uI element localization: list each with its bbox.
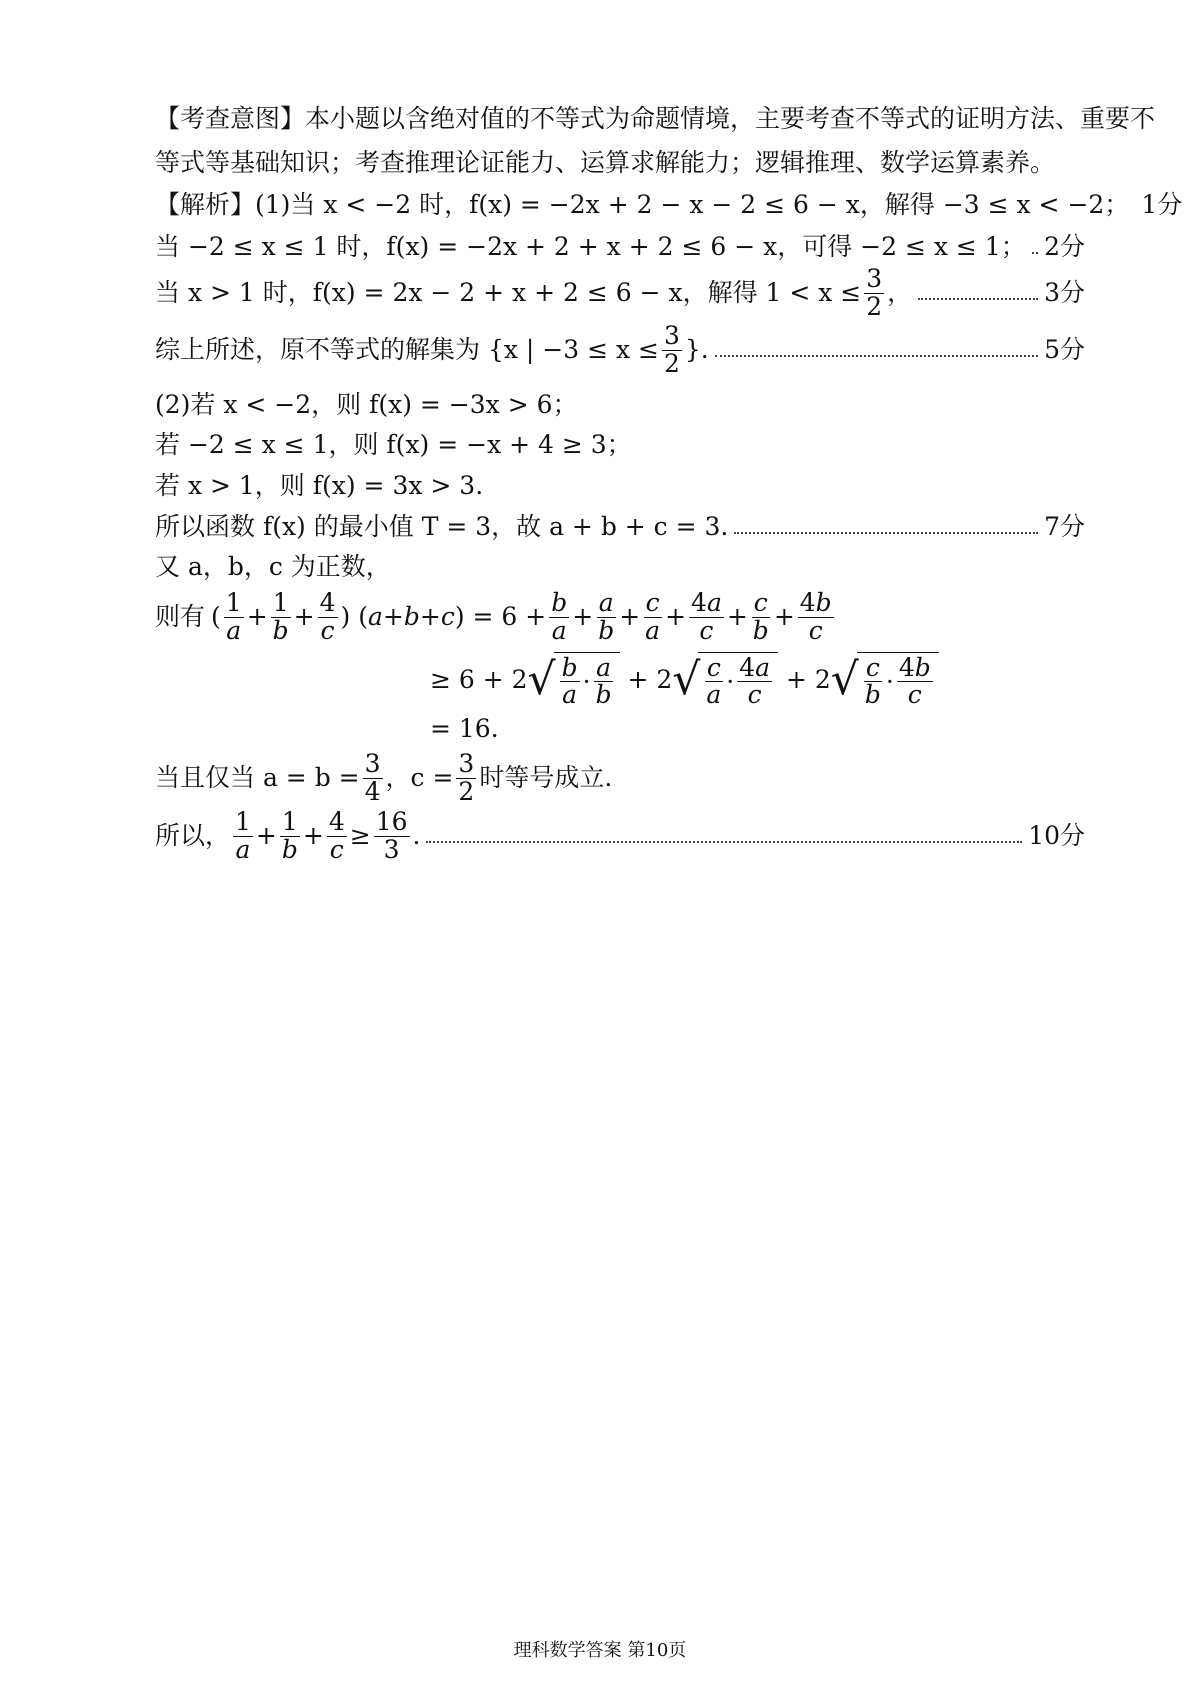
part2-line-1: (2)若 x < −2，则 f(x) = −3x > 6； xyxy=(155,390,578,419)
sqrt-term: √ $\frac{c}{b}$ · $\frac{4b}{c}$ xyxy=(831,652,939,709)
fraction xyxy=(456,751,476,805)
min-value-line xyxy=(155,510,1085,544)
min-value-text: 所以函数 f(x) 的最小值 T = 3，故 a + b + c = 3. xyxy=(155,512,729,541)
equality-text-mid: ，c = xyxy=(385,763,454,792)
equality-text-pre: 当且仅当 a = b = xyxy=(155,763,360,792)
sqrt-term: √ $\frac{c}{a}$ · $\frac{4a}{c}$ xyxy=(672,652,778,709)
fraction xyxy=(864,266,884,320)
dot-leader xyxy=(715,355,1038,357)
solution-line-3 xyxy=(155,266,1085,320)
score-3: 3分 xyxy=(1044,278,1085,307)
fraction xyxy=(363,751,383,805)
equality-condition-line xyxy=(155,750,1085,806)
fraction xyxy=(662,323,682,377)
score-10: 10分 xyxy=(1028,821,1085,850)
solution-set-text: 综上所述，原不等式的解集为 {x | −3 ≤ x ≤ xyxy=(155,335,659,364)
punct: ， xyxy=(887,278,913,307)
expand-line: 则有 ( $\frac{1}{a}$ + $\frac{1}{b}$ + $\frac{4}{c}$ ) (a+b+c) = 6 + $\frac{b}{a}$ + $\frac{a}{b}$ + $\frac{c}{a}$ + $\frac{4a}{c}$ + $\frac{c}{b}$ + $\frac{4b}{c}$ xyxy=(155,588,832,645)
numerator: 3 xyxy=(364,749,381,779)
solution-line-2-text: 当 −2 ≤ x ≤ 1 时，f(x) = −2x + 2 + x + 2 ≤ 6 − x，可得 −2 ≤ x ≤ 1； xyxy=(155,232,1026,261)
solution-line-1 xyxy=(155,188,1183,222)
score-5: 5分 xyxy=(1044,335,1085,364)
solution-set-line xyxy=(155,323,1085,377)
equality-text-post: 时等号成立. xyxy=(479,763,613,792)
intent-line-1: 【考查意图】本小题以含绝对值的不等式为命题情境，主要考查不等式的证明方法、重要不 xyxy=(155,104,1156,133)
solution-line-2 xyxy=(155,230,1085,264)
numerator: 16 xyxy=(375,807,408,837)
score-1: 1分 xyxy=(1141,190,1183,219)
intent-line-2: 等式等基础知识；考查推理论证能力、运算求解能力；逻辑推理、数学运算素养。 xyxy=(155,148,1056,177)
dot-leader xyxy=(734,532,1038,534)
page-footer: 理科数学答案 第10页 xyxy=(513,1640,687,1661)
numerator: 3 xyxy=(458,749,475,779)
score-7: 7分 xyxy=(1044,512,1085,541)
numerator: 3 xyxy=(663,321,680,351)
score-2: 2分 xyxy=(1044,232,1085,261)
solution-line-3-text: 当 x > 1 时，f(x) = 2x − 2 + x + 2 ≤ 6 − x，解得 1 < x ≤ xyxy=(155,278,862,307)
set-close: }. xyxy=(684,335,709,364)
denominator: 2 xyxy=(663,348,680,378)
dot-leader xyxy=(426,841,1022,843)
conclusion-prefix: 所以， xyxy=(155,821,231,850)
am-gm-prefix: ≥ 6 + 2 xyxy=(430,665,528,694)
fraction xyxy=(374,809,410,863)
part2-line-2: 若 −2 ≤ x ≤ 1，则 f(x) = −x + 4 ≥ 3； xyxy=(155,430,632,459)
denominator: 2 xyxy=(866,291,883,321)
result-line: = 16. xyxy=(430,714,499,743)
positive-line: 又 a，b，c 为正数， xyxy=(155,552,391,581)
numerator: 3 xyxy=(866,264,883,294)
denominator: 2 xyxy=(458,776,475,806)
part2-line-3: 若 x > 1，则 f(x) = 3x > 3. xyxy=(155,471,484,500)
dot-leader xyxy=(1032,252,1038,254)
am-gm-line: ≥ 6 + 2 √ $\frac{b}{a}$ · $\frac{a}{b}$ + 2 √ $\frac{c}{a}$ · $\frac{4a}{c}$ + 2 √ $\frac{c}{b}$ · $\frac{4b}{c}$ xyxy=(430,650,950,710)
denominator: 4 xyxy=(364,776,381,806)
conclusion-line: 所以， $\frac{1}{a}$ + $\frac{1}{b}$ + $\frac{4}{c}$ ≥ $\frac{16}{3}$ . 10分 xyxy=(155,807,1085,864)
dot-leader xyxy=(918,298,1038,300)
denominator: 3 xyxy=(383,834,400,864)
sqrt-term: √ $\frac{b}{a}$ · $\frac{a}{b}$ xyxy=(528,652,620,709)
solution-line-1-text: 【解析】(1)当 x < −2 时，f(x) = −2x + 2 − x − 2 ≤ 6 − x，解得 −3 ≤ x < −2； xyxy=(155,190,1130,219)
expand-prefix: 则有 xyxy=(155,602,206,631)
